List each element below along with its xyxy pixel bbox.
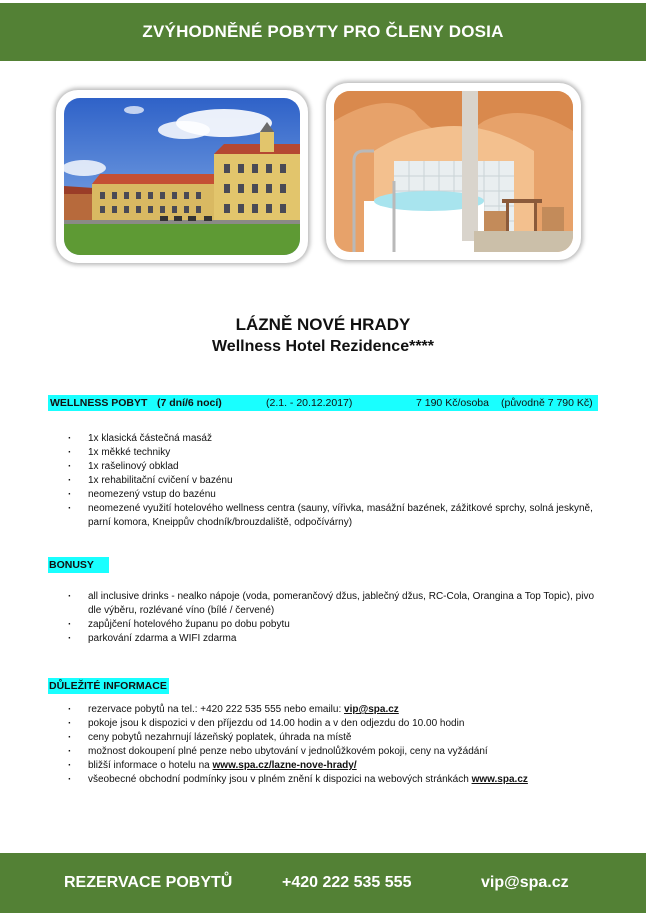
offer-price: 7 190 Kč/osoba: [416, 397, 489, 409]
hotel-web-link[interactable]: www.spa.cz/lazne-nove-hrady/: [212, 760, 357, 771]
list-item: · all inclusive drinks - nealko nápoje (voda, pomerančový džus, jablečný džus, RC-Cola, Orangina a Top Topic), pivo dle výběru, rozlévané víno (bílé / červené): [68, 590, 598, 618]
footer-phone[interactable]: +420 222 535 555: [282, 874, 412, 891]
reservation-text: rezervace pobytů na tel.: +420 222 535 555 nebo emailu:: [88, 704, 345, 715]
terms-text: všeobecné obchodní podmínky jsou v plném znění k dispozici na webových stránkách: [88, 774, 472, 785]
offer-dates: (2.1. - 20.12.2017): [266, 397, 353, 409]
more-info-text: bližší informace o hotelu na: [88, 760, 213, 771]
included-list: [68, 432, 598, 530]
list-item: · 1x měkké techniky: [68, 446, 598, 460]
offer-duration: (7 dní/6 nocí): [157, 397, 222, 409]
list-item: · možnost dokoupení plné penze nebo ubytování v jednolůžkovém pokoji, ceny na vyžádání: [68, 745, 598, 759]
hotel-name: LÁZNĚ NOVÉ HRADY: [235, 315, 411, 334]
list-item: · 1x rašelinový obklad: [68, 460, 598, 474]
list-item: · neomezený vstup do bazénu: [68, 488, 598, 502]
bonuses-list: [68, 590, 598, 646]
hotel-title-block: [0, 314, 646, 358]
hotel-exterior-photo: [56, 90, 308, 263]
offer-original-price: (původně 7 790 Kč): [501, 397, 593, 409]
list-item: · 1x klasická částečná masáž: [68, 432, 598, 446]
list-item: [68, 773, 598, 787]
list-item: · parkování zdarma a WIFI zdarma: [68, 632, 598, 646]
footer-email[interactable]: vip@spa.cz: [481, 874, 569, 891]
list-item: · zapůjčení hotelového županu po dobu pobytu: [68, 618, 598, 632]
header-bar: [0, 3, 646, 61]
list-item: [68, 759, 598, 773]
list-item: · ceny pobytů nezahrnují lázeňský poplatek, úhrada na místě: [68, 731, 598, 745]
bonuses-heading: BONUSY: [48, 557, 109, 573]
hotel-subtitle: Wellness Hotel Rezidence****: [211, 338, 434, 355]
footer-bar: [0, 853, 646, 913]
page-title: ZVÝHODNĚNÉ POBYTY PRO ČLENY DOSIA: [142, 22, 504, 41]
terms-web-link[interactable]: www.spa.cz: [471, 774, 528, 785]
info-heading: DŮLEŽITÉ INFORMACE: [49, 680, 167, 692]
reservation-email-link[interactable]: vip@spa.cz: [344, 704, 399, 715]
info-list: [68, 703, 598, 787]
wellness-pool-photo: [326, 83, 581, 260]
offer-bar: [48, 395, 598, 411]
list-item: · 1x rehabilitační cvičení v bazénu: [68, 474, 598, 488]
list-item: · neomezené využití hotelového wellness centra (sauny, vířivka, masážní bazének, zážitkové sprchy, solná jeskyně, parní komora, Kneippův chodník/brouzdaliště, odpočívárny): [68, 502, 598, 530]
footer-label: REZERVACE POBYTŮ: [64, 874, 233, 891]
offer-label: WELLNESS POBYT: [50, 397, 148, 409]
list-item: · pokoje jsou k dispozici v den příjezdu od 14.00 hodin a v den odjezdu do 10.00 hodin: [68, 717, 598, 731]
list-item: [68, 703, 598, 717]
